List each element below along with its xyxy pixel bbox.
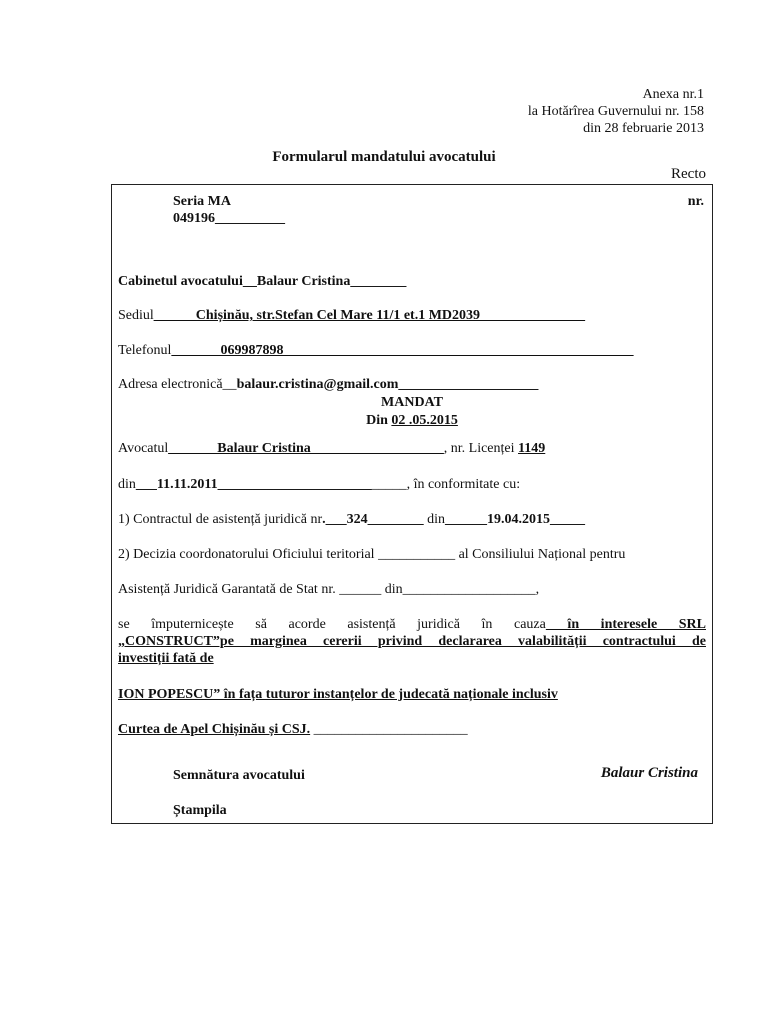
telefon-value: _______069987898__________________________________________________ bbox=[171, 343, 634, 358]
email-label: Adresa electronică__ bbox=[118, 377, 237, 392]
seria-label: Seria MA bbox=[173, 194, 231, 209]
mandate-form-box bbox=[111, 184, 713, 824]
imputerniceste-line bbox=[118, 616, 706, 633]
mandat-date: 02 .05.2015 bbox=[391, 413, 458, 428]
decizia-line: 2) Decizia coordonatorului Oficiului teritorial ___________ al Consiliului Național pentru bbox=[118, 547, 626, 562]
contract-line bbox=[118, 511, 585, 528]
mandat-title: MANDAT bbox=[381, 395, 443, 410]
seria-nr-label: nr. bbox=[687, 194, 704, 209]
cauza-line-3: investiții fată de bbox=[118, 651, 214, 666]
sediu-line bbox=[118, 307, 585, 324]
curtea-apel-text: Curtea de Apel Chișinău și CSJ. bbox=[118, 722, 311, 737]
telefon-label: Telefonul bbox=[118, 343, 172, 358]
contract-label: 1) Contractul de asistență juridică nr bbox=[118, 512, 323, 527]
asistenta-line: Asistență Juridică Garantată de Stat nr. ______ din___________________, bbox=[118, 582, 540, 597]
din-tail: _____, în conformitate cu: bbox=[371, 477, 521, 492]
cabinet-value: Balaur Cristina________ bbox=[256, 274, 407, 289]
din-date: ___11.11.2011______________________ bbox=[135, 477, 372, 492]
cabinet-label: Cabinetul avocatului__ bbox=[118, 274, 257, 289]
annex-number: Anexa nr.1 bbox=[642, 87, 704, 102]
email-value: balaur.cristina@gmail.com____________________ bbox=[236, 377, 539, 392]
contract-nr: .___324________ bbox=[322, 512, 424, 527]
mandat-din-label: Din bbox=[366, 413, 392, 428]
cauza-line-2: „CONSTRUCT”pe marginea cererii privind declararea valabilității contractului de bbox=[118, 634, 706, 649]
avocat-line bbox=[118, 440, 545, 457]
licenta-label: , nr. Licenței bbox=[443, 441, 519, 456]
avocat-label: Avocatul bbox=[118, 441, 169, 456]
seria-number: 049196__________ bbox=[173, 211, 285, 226]
din-label: din bbox=[118, 477, 136, 492]
contract-din-label: din bbox=[423, 512, 445, 527]
cauza-line-4: ION POPESCU” în fața tuturor instanțelor de judecată naționale inclusiv bbox=[118, 687, 558, 702]
imputerniceste-prefix: se împuternicește să acorde asistență juridică în cauza bbox=[118, 617, 546, 632]
licenta-number: 1149 bbox=[518, 441, 546, 456]
annex-date: din 28 februarie 2013 bbox=[583, 121, 704, 136]
form-title: Formularul mandatului avocatului bbox=[272, 149, 496, 165]
cabinet-line bbox=[118, 273, 406, 290]
email-line bbox=[118, 376, 538, 393]
sediu-value: ______Chișinău, str.Stefan Cel Mare 11/1 et.1 MD2039_______________ bbox=[153, 308, 586, 323]
cauza-line-5 bbox=[118, 721, 468, 738]
annex-government-decision: la Hotărîrea Guvernului nr. 158 bbox=[527, 104, 704, 119]
din-line bbox=[118, 476, 520, 493]
stamp-label: Ștampila bbox=[173, 803, 227, 818]
mandat-date-line bbox=[112, 412, 712, 429]
curtea-apel-tail: ______________________ bbox=[310, 722, 468, 737]
signature-label: Semnătura avocatului bbox=[173, 768, 305, 783]
telefon-line bbox=[118, 342, 633, 359]
recto-label: Recto bbox=[671, 166, 706, 182]
contract-date: ______19.04.2015_____ bbox=[445, 512, 585, 527]
cauza-line-1: în interesele SRL bbox=[545, 617, 706, 632]
sediu-label: Sediul bbox=[118, 308, 154, 323]
signature-value: Balaur Cristina bbox=[600, 765, 698, 781]
avocat-name: _______Balaur Cristina___________________ bbox=[168, 441, 444, 456]
